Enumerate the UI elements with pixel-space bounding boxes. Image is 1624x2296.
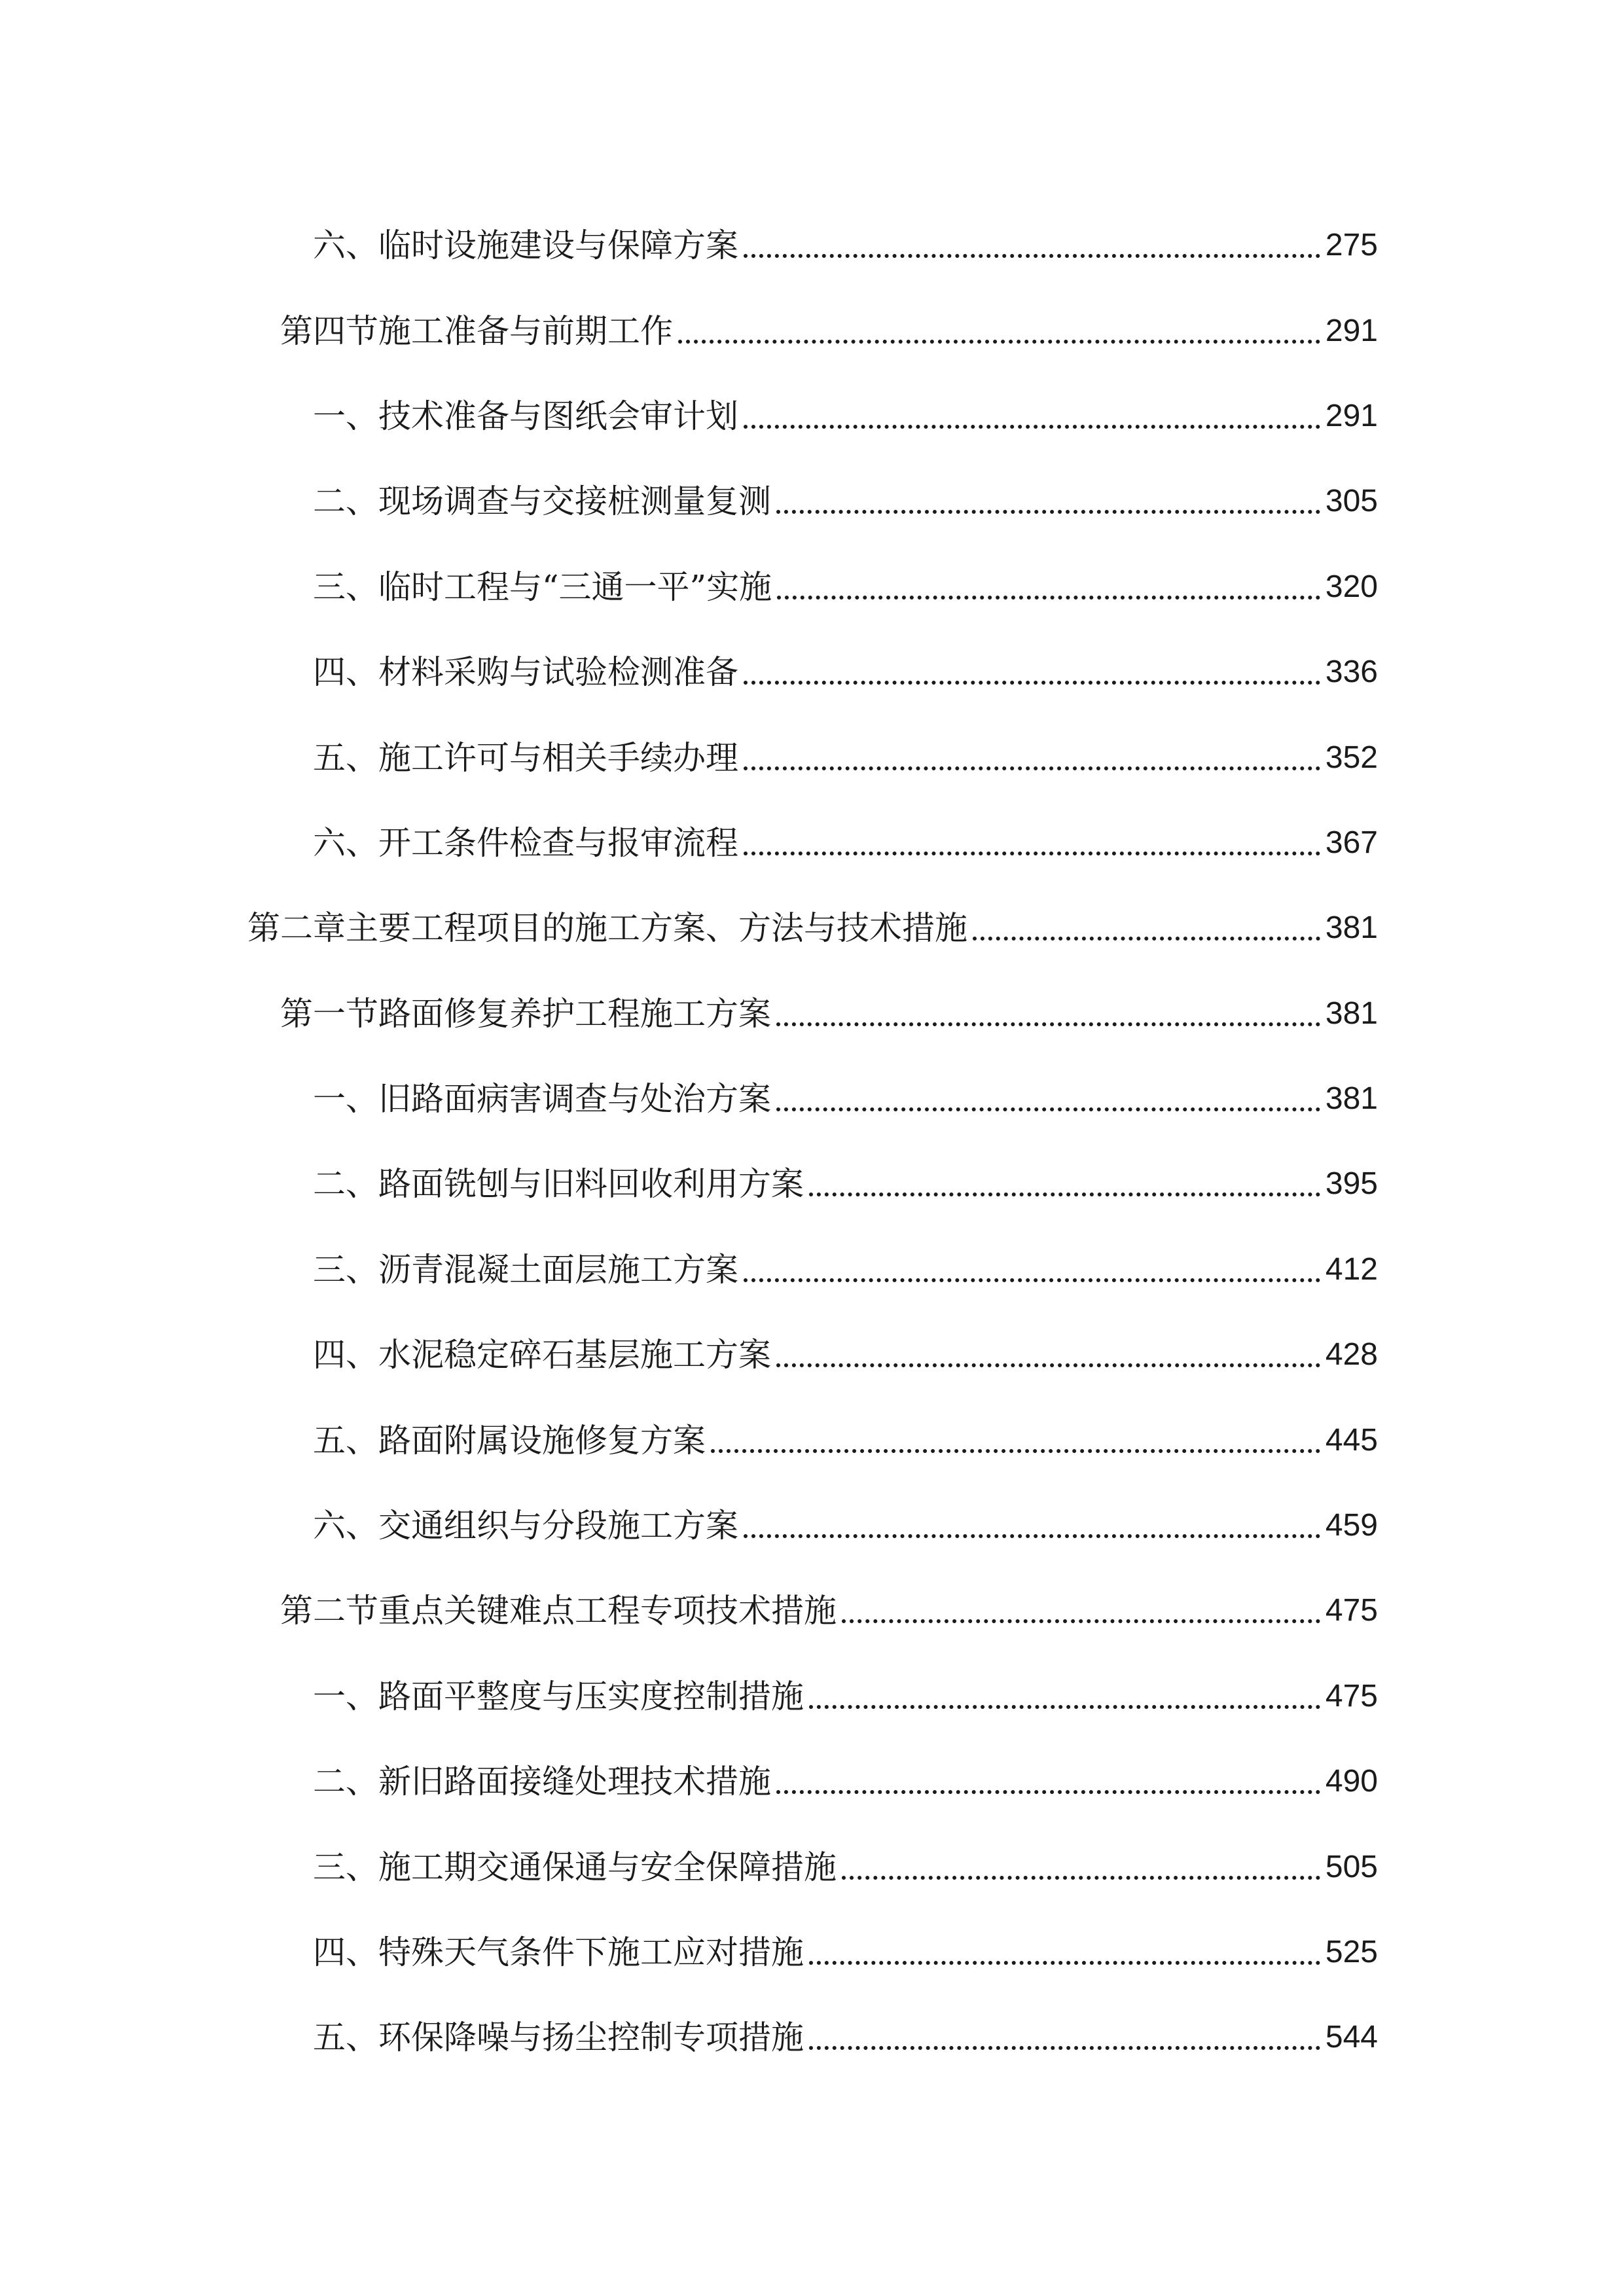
toc-entry[interactable] [313,1995,1378,2080]
toc-entry-page-number: 381 [1325,910,1378,946]
dot-leader [809,1168,1320,1200]
toc-entry[interactable] [313,1654,1378,1739]
toc-entry[interactable] [313,1739,1378,1824]
toc-entry-title: 四、材料采购与试验检测准备 [313,653,738,692]
dot-leader [842,1851,1320,1884]
toc-entry[interactable] [313,203,1378,288]
toc-entry[interactable] [280,1568,1378,1653]
dot-leader [744,1509,1320,1542]
dot-leader [809,2021,1320,2054]
toc-entry[interactable] [313,1910,1378,1995]
toc-entry-page-number: 336 [1325,655,1378,690]
toc-entry-title: 五、施工许可与相关手续办理 [313,738,738,777]
dot-leader [744,656,1320,689]
toc-entry-page-number: 320 [1325,569,1378,604]
toc-entry-title: 六、临时设施建设与保障方案 [313,226,738,265]
table-of-contents [0,203,1624,2081]
dot-leader [809,1680,1320,1713]
toc-entry-title: 三、临时工程与“三通一平”实施 [313,567,772,606]
toc-entry[interactable] [313,545,1378,630]
dot-leader [776,485,1320,518]
dot-leader [776,1338,1320,1371]
dot-leader [711,1424,1320,1457]
toc-entry-page-number: 459 [1325,1508,1378,1543]
toc-entry[interactable] [313,1056,1378,1141]
dot-leader [744,742,1320,774]
toc-entry-page-number: 395 [1325,1166,1378,1202]
toc-entry-title: 三、施工期交通保通与安全保障措施 [313,1848,837,1886]
toc-entry-title: 第二章主要工程项目的施工方案、方法与技术措施 [247,909,967,948]
toc-entry-page-number: 475 [1325,1593,1378,1628]
dot-leader [777,571,1320,603]
toc-entry-page-number: 505 [1325,1849,1378,1884]
dot-leader [776,1083,1320,1115]
toc-entry-page-number: 275 [1325,228,1378,263]
toc-entry-page-number: 428 [1325,1337,1378,1372]
toc-entry-title: 第二节重点关键难点工程专项技术措施 [280,1592,837,1630]
dot-leader [973,912,1320,944]
toc-entry-page-number: 291 [1325,398,1378,433]
toc-entry[interactable] [313,715,1378,800]
toc-entry[interactable] [313,374,1378,459]
toc-entry-page-number: 525 [1325,1935,1378,1969]
toc-entry[interactable] [280,288,1378,373]
dot-leader [744,1253,1320,1286]
toc-entry-title: 二、现场调查与交接桩测量复测 [313,482,771,521]
toc-entry-title: 五、环保降噪与扬尘控制专项措施 [313,2018,804,2057]
dot-leader [842,1594,1320,1627]
dot-leader [678,315,1320,348]
toc-entry-page-number: 305 [1325,484,1378,519]
toc-entry[interactable] [313,459,1378,544]
toc-entry[interactable] [313,1312,1378,1397]
toc-entry[interactable] [313,1141,1378,1227]
toc-entry[interactable] [313,630,1378,715]
toc-entry-title: 二、路面铣刨与旧料回收利用方案 [313,1165,804,1204]
toc-entry-page-number: 352 [1325,740,1378,775]
toc-entry-title: 一、技术准备与图纸会审计划 [313,397,738,435]
toc-entry-title: 三、沥青混凝土面层施工方案 [313,1250,738,1289]
toc-entry-title: 二、新旧路面接缝处理技术措施 [313,1763,771,1801]
toc-entry-page-number: 381 [1325,996,1378,1031]
toc-entry-title: 四、水泥稳定碎石基层施工方案 [313,1336,771,1374]
toc-entry-page-number: 490 [1325,1764,1378,1799]
toc-entry-title: 六、交通组织与分段施工方案 [313,1507,738,1545]
dot-leader [809,1936,1320,1969]
dot-leader [776,997,1320,1030]
toc-entry[interactable] [247,886,1378,971]
toc-entry-page-number: 291 [1325,313,1378,348]
toc-entry-title: 第一节路面修复养护工程施工方案 [280,994,771,1033]
dot-leader [744,229,1320,262]
toc-entry[interactable] [313,1483,1378,1568]
toc-entry-title: 第四节施工准备与前期工作 [280,312,673,350]
toc-entry-page-number: 381 [1325,1081,1378,1117]
toc-entry[interactable] [313,800,1378,886]
toc-entry-page-number: 445 [1325,1422,1378,1458]
toc-entry[interactable] [313,1824,1378,1909]
toc-entry-title: 五、路面附属设施修复方案 [313,1421,706,1460]
dot-leader [744,400,1320,433]
toc-entry[interactable] [313,1397,1378,1482]
toc-entry-title: 一、旧路面病害调查与处治方案 [313,1080,771,1119]
toc-entry[interactable] [313,1227,1378,1312]
toc-entry-page-number: 475 [1325,1678,1378,1713]
toc-entry-title: 六、开工条件检查与报审流程 [313,823,738,862]
toc-entry-page-number: 544 [1325,2020,1378,2055]
toc-entry-page-number: 367 [1325,825,1378,860]
toc-entry-page-number: 412 [1325,1251,1378,1287]
dot-leader [744,827,1320,859]
dot-leader [776,1765,1320,1798]
toc-entry-title: 四、特殊天气条件下施工应对措施 [313,1933,804,1971]
toc-entry-title: 一、路面平整度与压实度控制措施 [313,1677,804,1715]
toc-entry[interactable] [280,971,1378,1056]
